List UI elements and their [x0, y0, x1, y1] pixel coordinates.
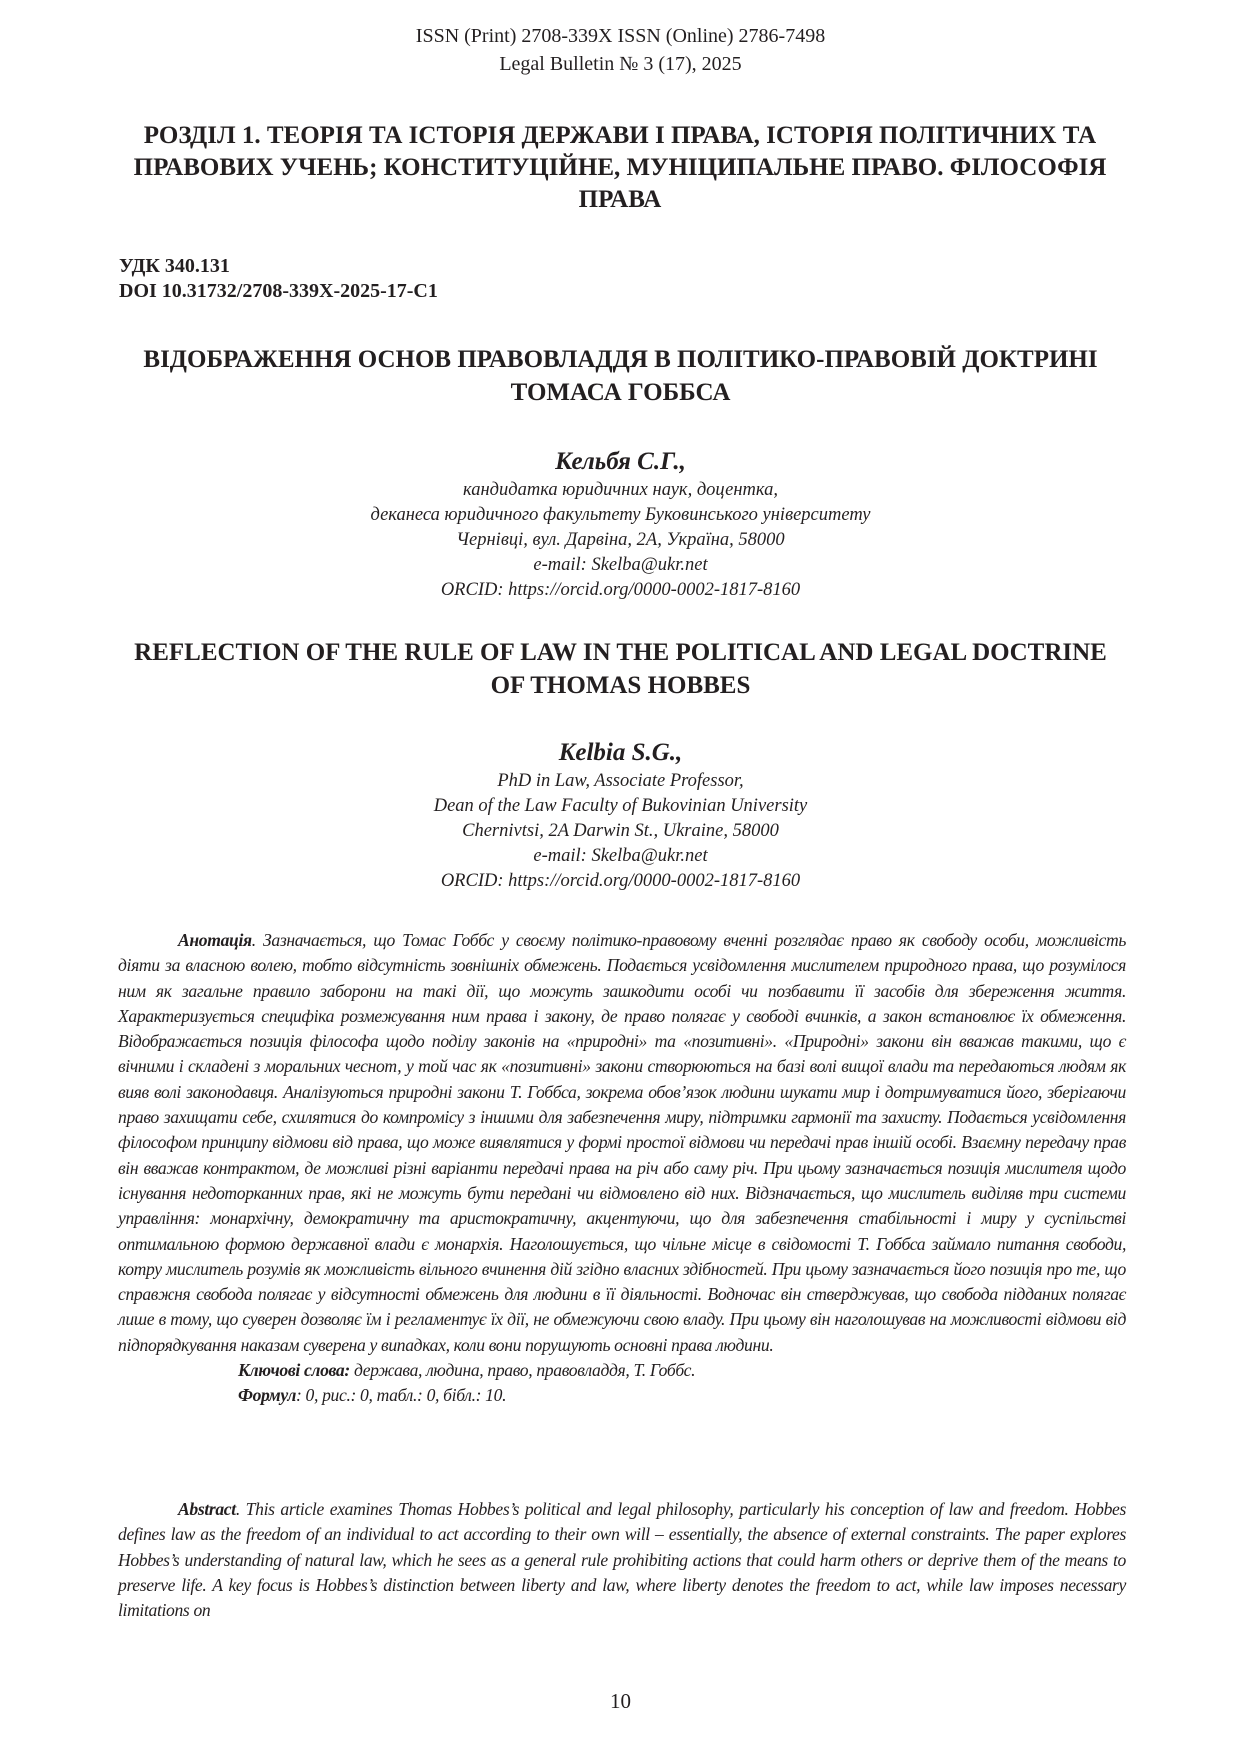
udc: УДК 340.131 — [119, 255, 230, 277]
page-number: 10 — [610, 1689, 631, 1713]
identifiers — [119, 254, 438, 304]
doi: DOI 10.31732/2708-339X-2025-17-C1 — [119, 280, 438, 302]
keywords-text: держава, людина, право, правовладдя, Т. Гоббс. — [349, 1360, 696, 1381]
abstract-ua — [118, 928, 1126, 1409]
abstract-en — [118, 1497, 1126, 1623]
author-address-ua: Чернівці, вул. Дарвіна, 2А, Україна, 58000 — [456, 530, 785, 550]
author-degree-en: PhD in Law, Associate Professor, — [497, 771, 744, 791]
author-name-ua: Кельбя С.Г., — [555, 448, 686, 475]
formulas-count — [118, 1383, 1126, 1408]
keywords-label: Ключові слова: — [238, 1360, 350, 1381]
article-title-en: REFLECTION OF THE RULE OF LAW IN THE POLITICAL AND LEGAL DOCTRINE OF THOMAS HOBBES — [134, 639, 1107, 699]
author-orcid-ua: ORCID: https://orcid.org/0000-0002-1817-8160 — [440, 580, 801, 600]
abstract-ua-body — [118, 928, 1126, 1358]
formulas-label: Формул — [238, 1385, 296, 1406]
journal-issue: Legal Bulletin № 3 (17), 2025 — [499, 53, 742, 75]
author-block-en — [0, 737, 1241, 894]
author-position-en: Dean of the Law Faculty of Bukovinian University — [433, 796, 808, 816]
author-degree-ua: кандидатка юридичних наук, доцентка, — [463, 480, 778, 500]
author-name-en: Kelbia S.G., — [558, 739, 683, 766]
issn: ISSN (Print) 2708-339X ISSN (Online) 2786-7498 — [415, 25, 826, 47]
running-header — [0, 22, 1241, 78]
abstract-en-text: . This article examines Thomas Hobbes’s political and legal philosophy, particularly his conception of law and freedom. Hobbes defines law as the freedom of an individual to act according to their own will – essentially, the absence of external constraints. The paper explores Hobbes’s understanding of natural law, which he sees as a general rule prohibiting actions that could harm others or deprive them of the means to preserve life. A key focus is Hobbes’s distinction between liberty and law, where liberty denotes the freedom to act, while law imposes necessary limitations on — [118, 1499, 1126, 1621]
section-title: РОЗДІЛ 1. ТЕОРІЯ ТА ІСТОРІЯ ДЕРЖАВИ І ПРАВА, ІСТОРІЯ ПОЛІТИЧНИХ ТА ПРАВОВИХ УЧЕНЬ; КОНСТИТУЦІЙНЕ, МУНІЦИПАЛЬНЕ ПРАВО. ФІЛОСОФІЯ ПРАВА — [133, 122, 1107, 213]
author-email-en: e-mail: Skelba@ukr.net — [533, 846, 708, 866]
author-address-en: Chernivtsi, 2A Darwin St., Ukraine, 58000 — [462, 821, 779, 841]
author-email-ua: e-mail: Skelba@ukr.net — [533, 555, 708, 575]
author-position-ua: деканеса юридичного факультету Буковинського університету — [370, 505, 871, 525]
abstract-en-label: Abstract — [178, 1499, 236, 1519]
abstract-ua-label: Анотація — [178, 930, 252, 950]
keywords-ua — [118, 1358, 1126, 1383]
abstract-ua-text: . Зазначається, що Томас Гоббс у своєму політико-правовому вченні розглядає право як свободу особи, можливість діяти за власною волею, тобто відсутність зовнішніх обмежень. Подається усвідомлення мислителем природного права, що розумілося ним як загальне правило заборони на такі дії, що можуть зашкодити особі чи позбавити її засобів для збереження життя. Характеризується специфіка розмежування ним права і закону, де право полягає у свободі вчинків, а закон встановлює їх обмеження. Відображається позиція філософа щодо поділу законів на «природні» та «позитивні». «Природні» закони він вважав такими, що є вічними і складені з моральних чеснот, у той час як «позитивні» закони створюються на базі волі вищої влади та передаються людям як вияв волі законодавця. Аналізуються природні закони Т. Гоббса, зокрема обов’язок людини шукати мир і дотримуватися його, зберігаючи право захищати себе, схилятися до компромісу з іншими для забезпечення миру, підтримки гармонії та захисту. Подається усвідомлення філософом принципу відмови від права, що може виявлятися у формі простої відмови чи передачі прав іншій особі. Взаємну передачу прав він вважав контрактом, де можливі різні варіанти передачі права на річ або саму річ. При цьому зазначається позиція мислителя щодо існування недоторканних прав, які не можуть бути передані чи відмовлено від них. Відзначається, що мислитель виділяв три системи управління: монархічну, демократичну та аристократичну, акцентуючи, що для забезпечення стабільності і миру у суспільстві оптимальною формою державної влади є монархія. Наголошується, що чільне місце в свідомості Т. Гоббса займало питання свободи, котру мислитель розумів як можливість вільного вчинення дій згідно власних здібностей. При цьому зазначається його позиція про те, що справжня свобода полягає у відсутності обмежень для людини в її діяльності. Водночас він стверджував, що свобода підданих полягає лише в тому, що суверен дозволяє їм і регламентує їх дії, не обмежуючи свою владу. При цьому він наголошував на можливості відмови від підпорядкування наказам суверена у випадках, коли вони порушують основні права людини. — [118, 930, 1126, 1355]
article-title-ua: ВІДОБРАЖЕННЯ ОСНОВ ПРАВОВЛАДДЯ В ПОЛІТИКО-ПРАВОВІЙ ДОКТРИНІ ТОМАСА ГОББСА — [143, 346, 1098, 406]
author-block-ua — [0, 446, 1241, 603]
abstract-en-body — [118, 1497, 1126, 1623]
formulas-text: : 0, рис.: 0, табл.: 0, бібл.: 10. — [296, 1385, 507, 1406]
author-orcid-en: ORCID: https://orcid.org/0000-0002-1817-8160 — [440, 871, 801, 891]
